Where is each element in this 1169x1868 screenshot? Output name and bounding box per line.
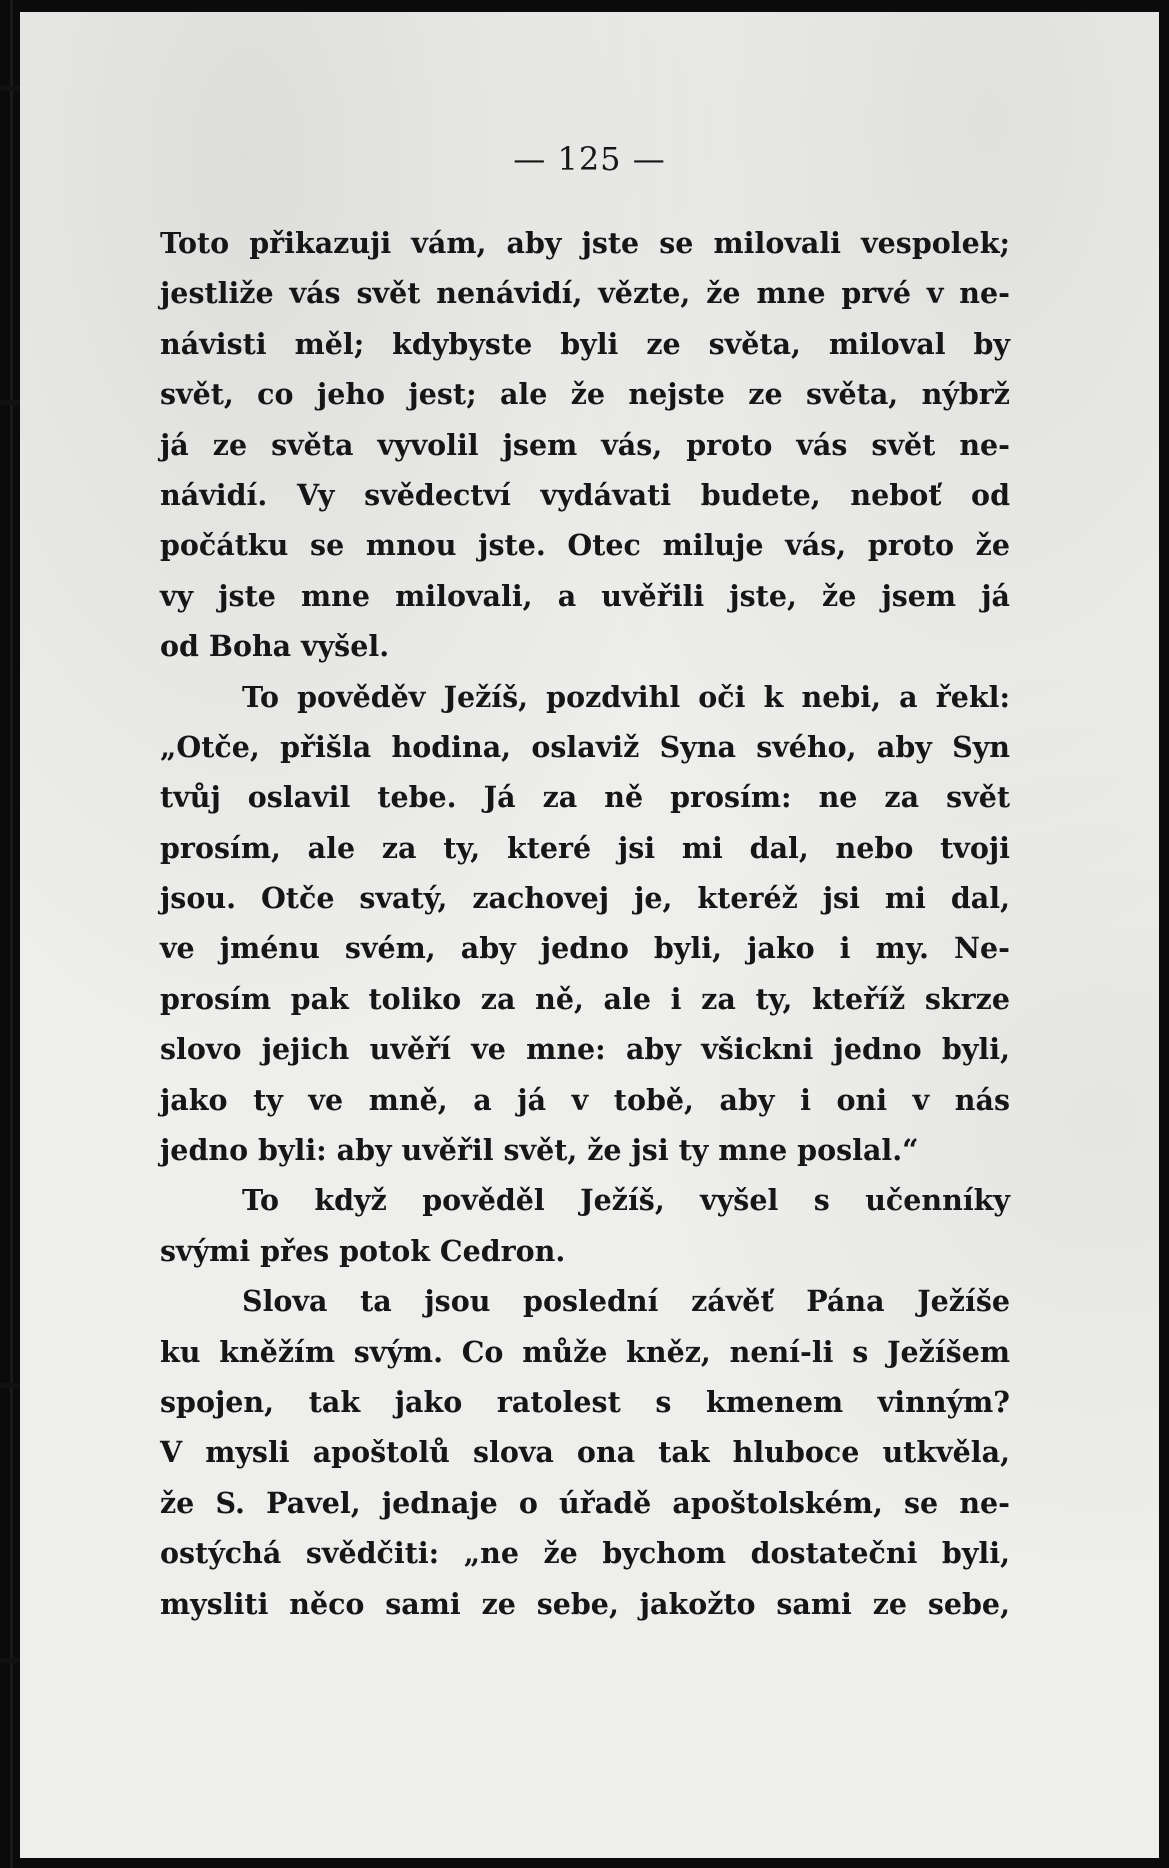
binding-mark xyxy=(0,86,20,91)
text-line: návidí. Vy svědectví vydávati budete, neboť od xyxy=(160,477,1010,512)
text-line: jako ty ve mně, a já v tobě, aby i oni v nás xyxy=(160,1082,1010,1117)
text-line: jestliže vás svět nenávidí, vězte, že mne prvé v ne- xyxy=(160,276,1010,311)
text-line: ku kněžím svým. Co může kněz, není-li s Ježíšem xyxy=(160,1334,1010,1369)
page-number: — 125 — xyxy=(513,140,666,178)
text-line: V mysli apoštolů slova ona tak hluboce utkvěla, xyxy=(160,1435,1010,1470)
text-line: prosím, ale za ty, které jsi mi dal, nebo tvoji xyxy=(160,830,1010,865)
binding-mark xyxy=(0,1658,20,1663)
text-line: Toto přikazuji vám, aby jste se milovali vespolek; xyxy=(160,226,1010,260)
text-line: spojen, tak jako ratolest s kmenem vinným? xyxy=(160,1384,1010,1419)
text-line: svými přes potok Cedron. xyxy=(160,1233,566,1268)
body-text xyxy=(160,218,1010,1629)
binding-mark xyxy=(0,1383,20,1388)
text-line: počátku se mnou jste. Otec miluje vás, proto že xyxy=(160,528,1010,563)
text-line: prosím pak toliko za ně, ale i za ty, kteříž skrze xyxy=(160,981,1010,1016)
text-line: To když pověděl Ježíš, vyšel s učenníky xyxy=(242,1183,1010,1218)
book-page xyxy=(20,12,1159,1858)
text-line: od Boha vyšel. xyxy=(160,629,390,664)
text-line: ostýchá svědčiti: „ne že bychom dostatečni byli, xyxy=(160,1536,1010,1571)
binding-mark xyxy=(0,400,20,405)
text-line: jsou. Otče svatý, zachovej je, kteréž jsi mi dal, xyxy=(160,881,1010,916)
text-line: návisti měl; kdybyste byli ze světa, miloval by xyxy=(160,326,1010,361)
text-line: To pověděv Ježíš, pozdvihl oči k nebi, a řekl: xyxy=(242,679,1010,714)
text-line: vy jste mne milovali, a uvěřili jste, že jsem já xyxy=(160,578,1010,613)
text-line: Slova ta jsou poslední závěť Pána Ježíše xyxy=(242,1284,1010,1319)
binding-edge xyxy=(10,0,13,1868)
text-line: slovo jejich uvěří ve mne: aby všickni jedno byli, xyxy=(160,1032,1010,1067)
text-line: tvůj oslavil tebe. Já za ně prosím: ne za svět xyxy=(160,780,1010,815)
text-line: ve jménu svém, aby jedno byli, jako i my. Ne- xyxy=(160,931,1010,966)
text-line: že S. Pavel, jednaje o úřadě apoštolském, se ne- xyxy=(160,1485,1010,1520)
text-line: mysliti něco sami ze sebe, jakožto sami ze sebe, xyxy=(160,1586,1010,1621)
text-line: já ze světa vyvolil jsem vás, proto vás svět ne- xyxy=(160,427,1010,462)
text-line: jedno byli: aby uvěřil svět, že jsi ty mne poslal.“ xyxy=(160,1133,919,1168)
text-line: svět, co jeho jest; ale že nejste ze světa, nýbrž xyxy=(160,377,1010,412)
text-line: „Otče, přišla hodina, oslaviž Syna svého, aby Syn xyxy=(160,729,1010,764)
